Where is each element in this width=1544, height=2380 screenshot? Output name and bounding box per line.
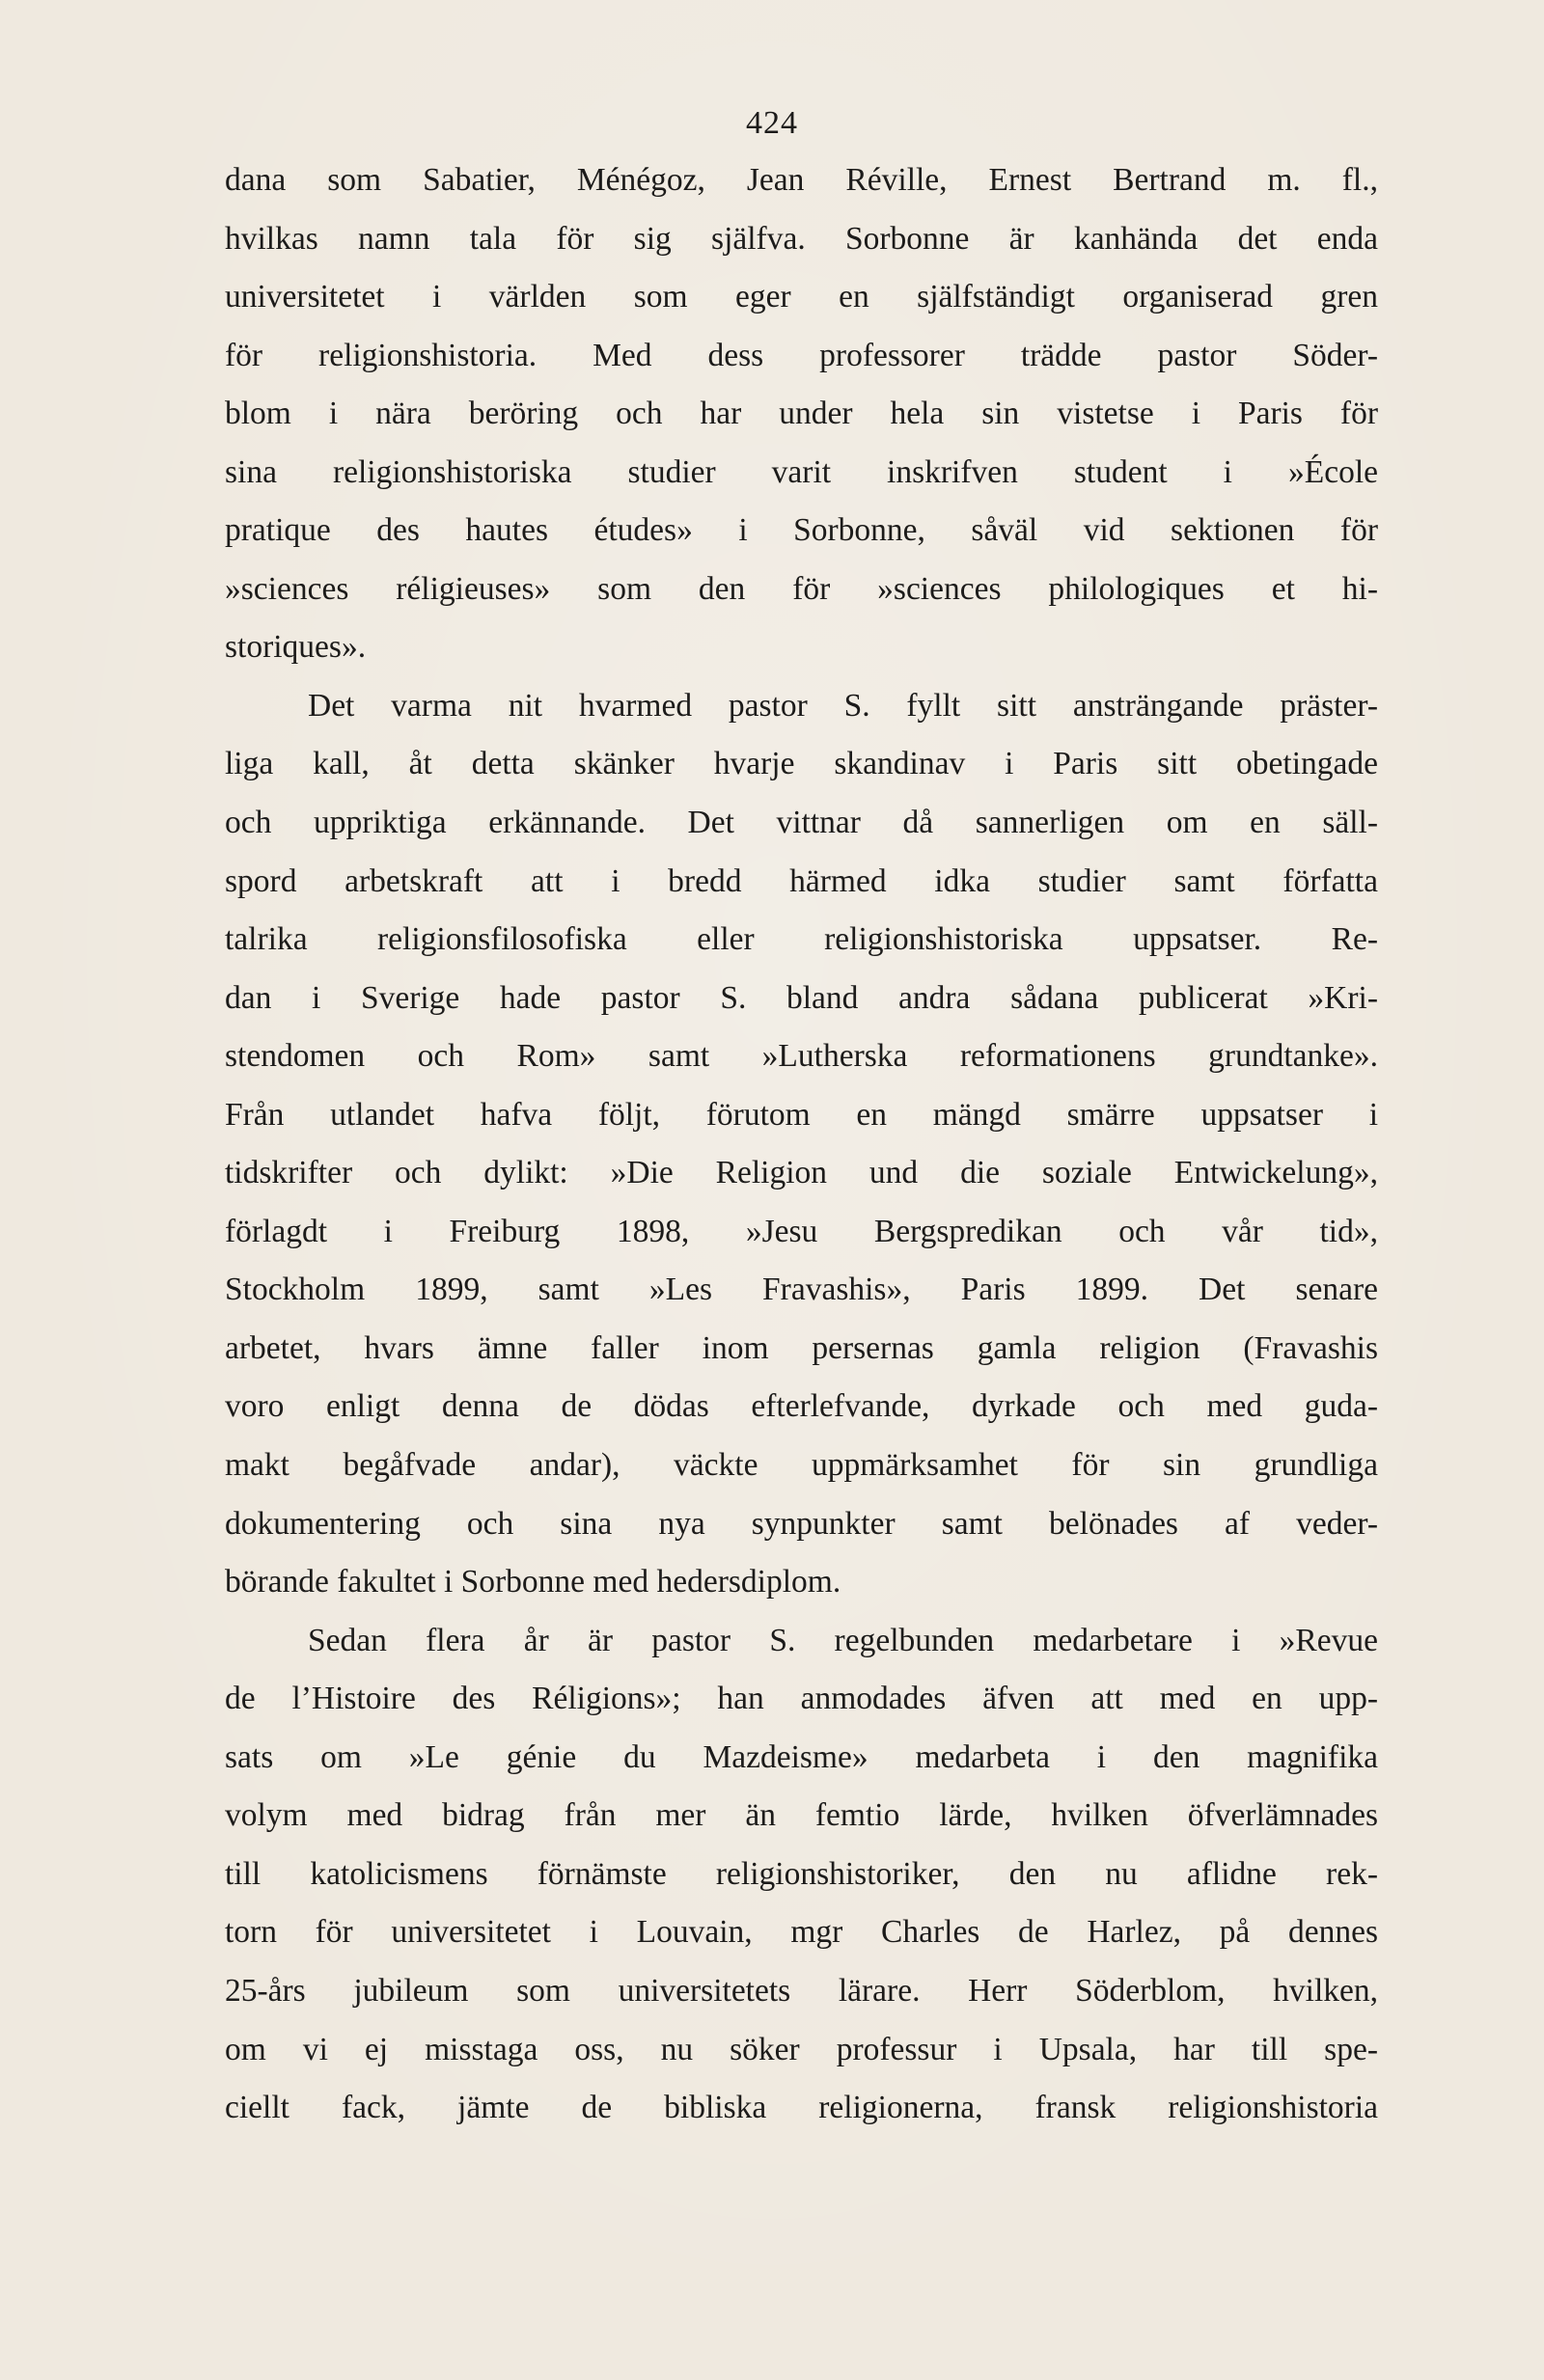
text-line: till katolicismens förnämste religionshistoriker, den nu aflidne rek- — [225, 1855, 1378, 1892]
text-line: arbetet, hvars ämne faller inom persernas gamla religion (Fravashis — [225, 1329, 1378, 1366]
text-line: de l’Histoire des Réligions»; han anmodades äfven att med en upp- — [225, 1681, 1378, 1717]
text-line: spord arbetskraft att i bredd härmed idka studier samt författa — [225, 862, 1378, 899]
text-line: talrika religionsfilosofiska eller religionshistoriska uppsatser. Re- — [225, 921, 1378, 958]
text-line: hvilkas namn tala för sig själfva. Sorbonne är kanhända det enda — [225, 220, 1378, 257]
text-line: Det varma nit hvarmed pastor S. fyllt sitt ansträngande präster- — [308, 687, 1378, 724]
text-line: torn för universitetet i Louvain, mgr Charles de Harlez, på dennes — [225, 1914, 1378, 1951]
text-line: voro enligt denna de dödas efterlefvande, dyrkade och med guda- — [225, 1388, 1378, 1425]
text-line: storiques». — [225, 629, 367, 666]
text-line: »sciences réligieuses» som den för »sciences philologiques et hi- — [225, 570, 1378, 607]
text-line: Från utlandet hafva följt, förutom en mängd smärre uppsatser i — [225, 1096, 1378, 1133]
text-line: för religionshistoria. Med dess professorer trädde pastor Söder- — [225, 337, 1378, 373]
text-line: universitetet i världen som eger en själfständigt organiserad gren — [225, 279, 1378, 315]
text-line: Sedan flera år är pastor S. regelbunden medarbetare i »Revue — [308, 1622, 1378, 1658]
text-line: sina religionshistoriska studier varit inskrifven student i »École — [225, 453, 1378, 490]
text-line: dan i Sverige hade pastor S. bland andra sådana publicerat »Kri- — [225, 979, 1378, 1016]
text-line: och uppriktiga erkännande. Det vittnar då sannerligen om en säll- — [225, 805, 1378, 841]
text-line: Stockholm 1899, samt »Les Fravashis», Paris 1899. Det senare — [225, 1272, 1378, 1308]
page-number: 424 — [746, 105, 798, 141]
text-line: makt begåfvade andar), väckte uppmärksamhet för sin grundliga — [225, 1447, 1378, 1484]
text-line: ciellt fack, jämte de bibliska religionerna, fransk religionshistoria — [225, 2090, 1378, 2126]
text-line: stendomen och Rom» samt »Lutherska reformationens grundtanke». — [225, 1038, 1378, 1075]
text-line: sats om »Le génie du Mazdeisme» medarbeta i den magnifika — [225, 1738, 1378, 1775]
text-line: förlagdt i Freiburg 1898, »Jesu Bergspredikan och vår tid», — [225, 1213, 1378, 1249]
text-line: dokumentering och sina nya synpunkter samt belönades af veder- — [225, 1505, 1378, 1542]
text-line: om vi ej misstaga oss, nu söker professur i Upsala, har till spe- — [225, 2031, 1378, 2067]
body-text — [225, 151, 1378, 2138]
text-line: dana som Sabatier, Ménégoz, Jean Réville, Ernest Bertrand m. fl., — [225, 162, 1378, 198]
text-line: volym med bidrag från mer än femtio lärde, hvilken öfverlämnades — [225, 1797, 1378, 1834]
text-line: liga kall, åt detta skänker hvarje skandinav i Paris sitt obetingade — [225, 746, 1378, 782]
text-line: börande fakultet i Sorbonne med hedersdiplom. — [225, 1564, 841, 1600]
text-line: 25-års jubileum som universitetets lärare. Herr Söderblom, hvilken, — [225, 1972, 1378, 2009]
text-line: pratique des hautes études» i Sorbonne, såväl vid sektionen för — [225, 512, 1378, 549]
text-line: tidskrifter och dylikt: »Die Religion und die soziale Entwickelung», — [225, 1155, 1378, 1191]
text-line: blom i nära beröring och har under hela sin vistetse i Paris för — [225, 396, 1378, 432]
